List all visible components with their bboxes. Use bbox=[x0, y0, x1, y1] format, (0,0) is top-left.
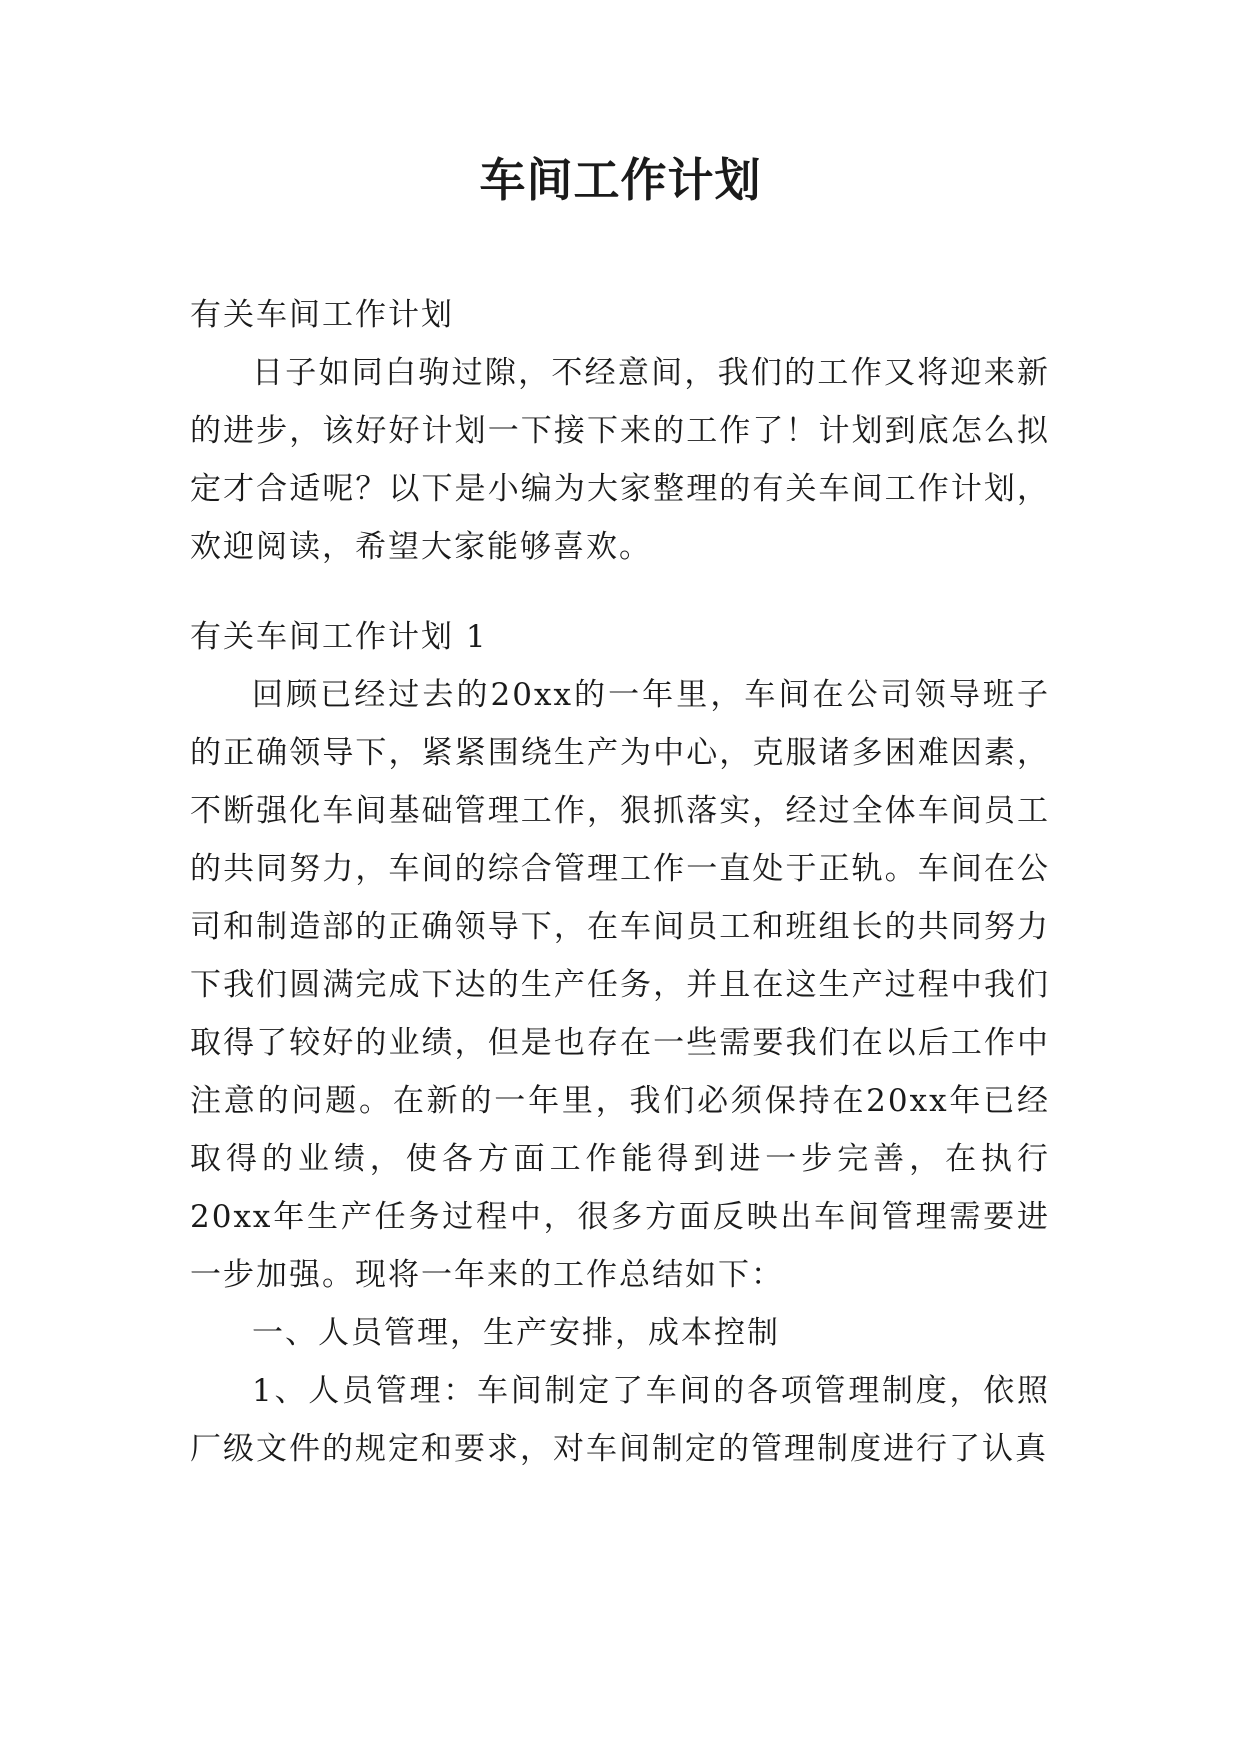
page-title: 车间工作计划 bbox=[479, 153, 762, 207]
intro-paragraph: 日子如同白驹过隙，不经意间，我们的工作又将迎来新的进步，该好好计划一下接下来的工作了！计划到底怎么拟定才合适呢？以下是小编为大家整理的有关车间工作计划，欢迎阅读，希望大家能够喜欢。 bbox=[190, 355, 1050, 565]
document-body bbox=[190, 286, 1050, 1478]
section-heading: 有关车间工作计划 1 bbox=[190, 619, 488, 655]
body-paragraph: 回顾已经过去的20xx的一年里，车间在公司领导班子的正确领导下，紧紧围绕生产为中心，克服诸多困难因素，不断强化车间基础管理工作，狠抓落实，经过全体车间员工的共同努力，车间的综合管理工作一直处于正轨。车间在公司和制造部的正确领导下，在车间员工和班组长的共同努力下我们圆满完成下达的生产任务，并且在这生产过程中我们取得了较好的业绩，但是也存在一些需要我们在以后工作中注意的问题。在新的一年里，我们必须保持在20xx年已经取得的业绩，使各方面工作能得到进一步完善，在执行20xx年生产任务过程中，很多方面反映出车间管理需要进一步加强。现将一年来的工作总结如下： bbox=[190, 677, 1050, 1293]
body-paragraph: 1、人员管理：车间制定了车间的各项管理制度，依照厂级文件的规定和要求，对车间制定的管理制度进行了认真 bbox=[190, 1373, 1050, 1467]
section-subheading: 一、人员管理，生产安排，成本控制 bbox=[252, 1315, 780, 1351]
document-subtitle: 有关车间工作计划 bbox=[190, 297, 454, 333]
